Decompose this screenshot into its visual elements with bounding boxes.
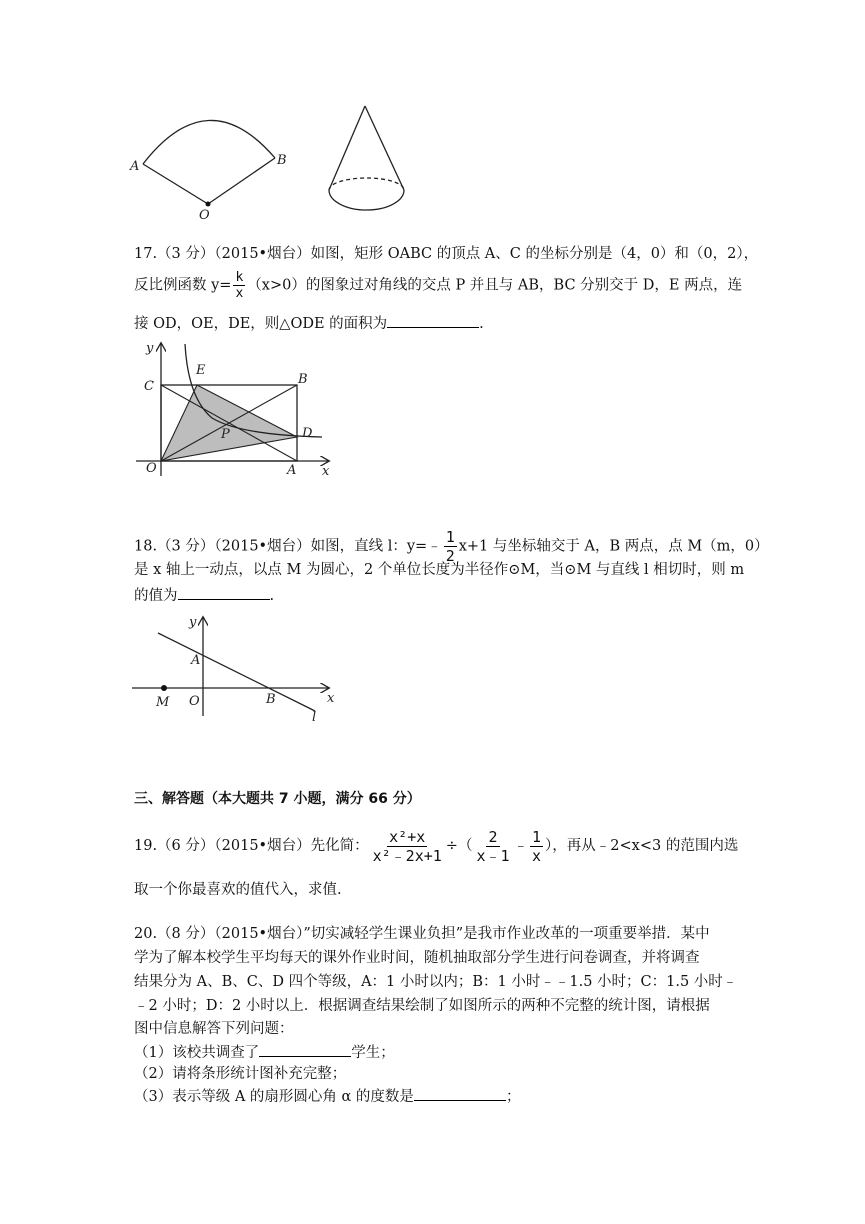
q17-label-p: P [221, 427, 230, 442]
q17-label-x: x [322, 464, 330, 479]
q18-label-x: x [327, 691, 335, 706]
q18-answer-blank[interactable] [178, 585, 270, 600]
q19-fraction-2 [474, 828, 511, 865]
q18-frac-num: 1 [445, 528, 455, 546]
sector-label-b: B [277, 153, 287, 168]
cone-figure [320, 98, 415, 218]
q20-sub-3 [134, 1086, 520, 1107]
cone-left-slant [329, 106, 365, 190]
q20-answer-blank-1[interactable] [259, 1042, 351, 1057]
q20-answer-blank-3[interactable] [414, 1086, 506, 1101]
q19-frac2-num: 2 [488, 827, 498, 846]
q17-text-2b: （x>0）的图象过对角线的交点 P 并且与 AB，BC 分别交于 D，E 两点，连 [247, 277, 743, 294]
q20-line-1 [134, 924, 710, 944]
cone-base-front [329, 190, 404, 210]
q17-line-3 [134, 313, 484, 334]
q20-sub-1 [134, 1042, 395, 1063]
q20-line-4 [134, 996, 710, 1016]
q19-frac1-num: x²+x [389, 827, 426, 846]
q19-text-1a: 19.（6 分）（2015•烟台）先化简： [134, 838, 369, 854]
q19-div: ÷（ [445, 838, 473, 854]
q17-text-2a: 反比例函数 y= [134, 277, 232, 294]
cone-base-back-dashed [329, 178, 404, 190]
q19-minus: ﹣ [513, 838, 529, 854]
sector-label-a: A [130, 159, 140, 174]
q18-text-1b: x+1 与坐标轴交于 A，B 两点，点 M（m，0） [458, 538, 769, 555]
sector-radius-oa [143, 164, 208, 204]
q19-frac1-den: x²﹣2x+1 [372, 846, 442, 865]
q18-label-y: y [189, 615, 197, 630]
q19-fraction-3 [530, 828, 543, 865]
q19-frac3-den: x [532, 846, 542, 865]
q18-figure [128, 612, 343, 727]
q18-text-2: 是 x 轴上一动点，以点 M 为圆心，2 个单位长度为半径作⊙M，当⊙M 与直线 l 相切时，则 m [134, 562, 745, 578]
q18-label-l: l [312, 710, 317, 725]
cone-right-slant [365, 106, 404, 190]
q20-sub1-text-b: 学生； [351, 1045, 395, 1061]
q18-line-l [158, 633, 315, 711]
q17-line-2 [134, 270, 742, 301]
q17-text-1: 17.（3 分）（2015•烟台）如图，矩形 OABC 的顶点 A、C 的坐标分别是（4，0）和（0，2）， [134, 246, 759, 262]
q18-label-a: A [191, 653, 201, 668]
q18-label-o: O [189, 694, 200, 709]
q17-text-3-end: . [479, 316, 484, 332]
q18-frac-den: 2 [445, 547, 455, 565]
q17-label-b: B [298, 372, 308, 387]
q17-line-1 [134, 244, 758, 264]
q17-frac-num: k [235, 270, 244, 285]
q20-line-3 [134, 972, 737, 992]
q20-sub-2 [134, 1064, 346, 1084]
section-3-heading: 三、解答题（本大题共 7 小题，满分 66 分） [134, 791, 421, 807]
q20-line-2 [134, 948, 700, 968]
q17-fraction-k-over-x [233, 270, 245, 301]
sector-center-point [206, 202, 211, 207]
q20-line-5 [134, 1019, 294, 1039]
q19-line-1 [134, 826, 738, 866]
q20-sub3-text-b: ； [505, 1089, 521, 1105]
q17-figure [130, 338, 340, 483]
q20-text-3: 结果分为 A、B、C、D 四个等级，A：1 小时以内；B：1 小时﹣﹣1.5 小时；C：1.5 小时﹣ [134, 974, 738, 990]
q20-sub2-text: （2）请将条形统计图补充完整； [134, 1066, 347, 1082]
q20-sub1-text-a: （1）该校共调查了 [134, 1045, 260, 1061]
q19-text-1b: ），再从﹣2<x<3 的范围内选 [545, 838, 739, 854]
q18-point-m [161, 685, 167, 691]
sector-arc [143, 120, 275, 164]
q20-sub3-text-a: （3）表示等级 A 的扇形圆心角 α 的度数是 [134, 1089, 414, 1105]
q18-line-2 [134, 560, 744, 580]
sector-label-o: O [199, 208, 210, 223]
q19-frac3-num: 1 [532, 827, 542, 846]
q17-label-c: C [144, 379, 154, 394]
q18-line-3 [134, 585, 274, 606]
q17-answer-blank[interactable] [387, 313, 479, 328]
q20-text-1: 20.（8 分）（2015•烟台）”切实减轻学生课业负担”是我市作业改革的一项重要举措．某中 [134, 926, 710, 942]
q20-text-4: ﹣2 小时；D：2 小时以上．根据调查结果绘制了如图所示的两种不完整的统计图，请根据 [134, 998, 710, 1014]
q17-label-y: y [146, 341, 154, 356]
q18-text-3-end: . [269, 588, 275, 604]
q17-text-3: 接 OD，OE，DE，则△ODE 的面积为 [134, 316, 388, 332]
q18-label-m: M [156, 695, 170, 710]
q18-text-3: 的值为 [134, 588, 178, 604]
q18-label-b: B [266, 692, 276, 707]
q20-text-2: 学为了解本校学生平均每天的课外作业时间，随机抽取部分学生进行问卷调查，并将调查 [134, 950, 700, 966]
sector-figure [125, 98, 295, 223]
q19-text-2: 取一个你最喜欢的值代入，求值. [134, 882, 342, 898]
q19-line-2 [134, 880, 342, 900]
q17-label-a: A [287, 463, 297, 478]
q17-label-o: O [146, 461, 157, 476]
q17-label-d: D [302, 426, 313, 441]
q18-text-1a: 18.（3 分）（2015•烟台）如图，直线 l：y=﹣ [134, 538, 442, 555]
q19-fraction-1 [371, 828, 444, 865]
q19-frac2-den: x﹣1 [476, 846, 510, 865]
q17-frac-den: x [235, 286, 244, 301]
q17-label-e: E [196, 363, 206, 378]
q20-text-5: 图中信息解答下列问题： [134, 1021, 294, 1037]
sector-radius-ob [208, 158, 275, 204]
